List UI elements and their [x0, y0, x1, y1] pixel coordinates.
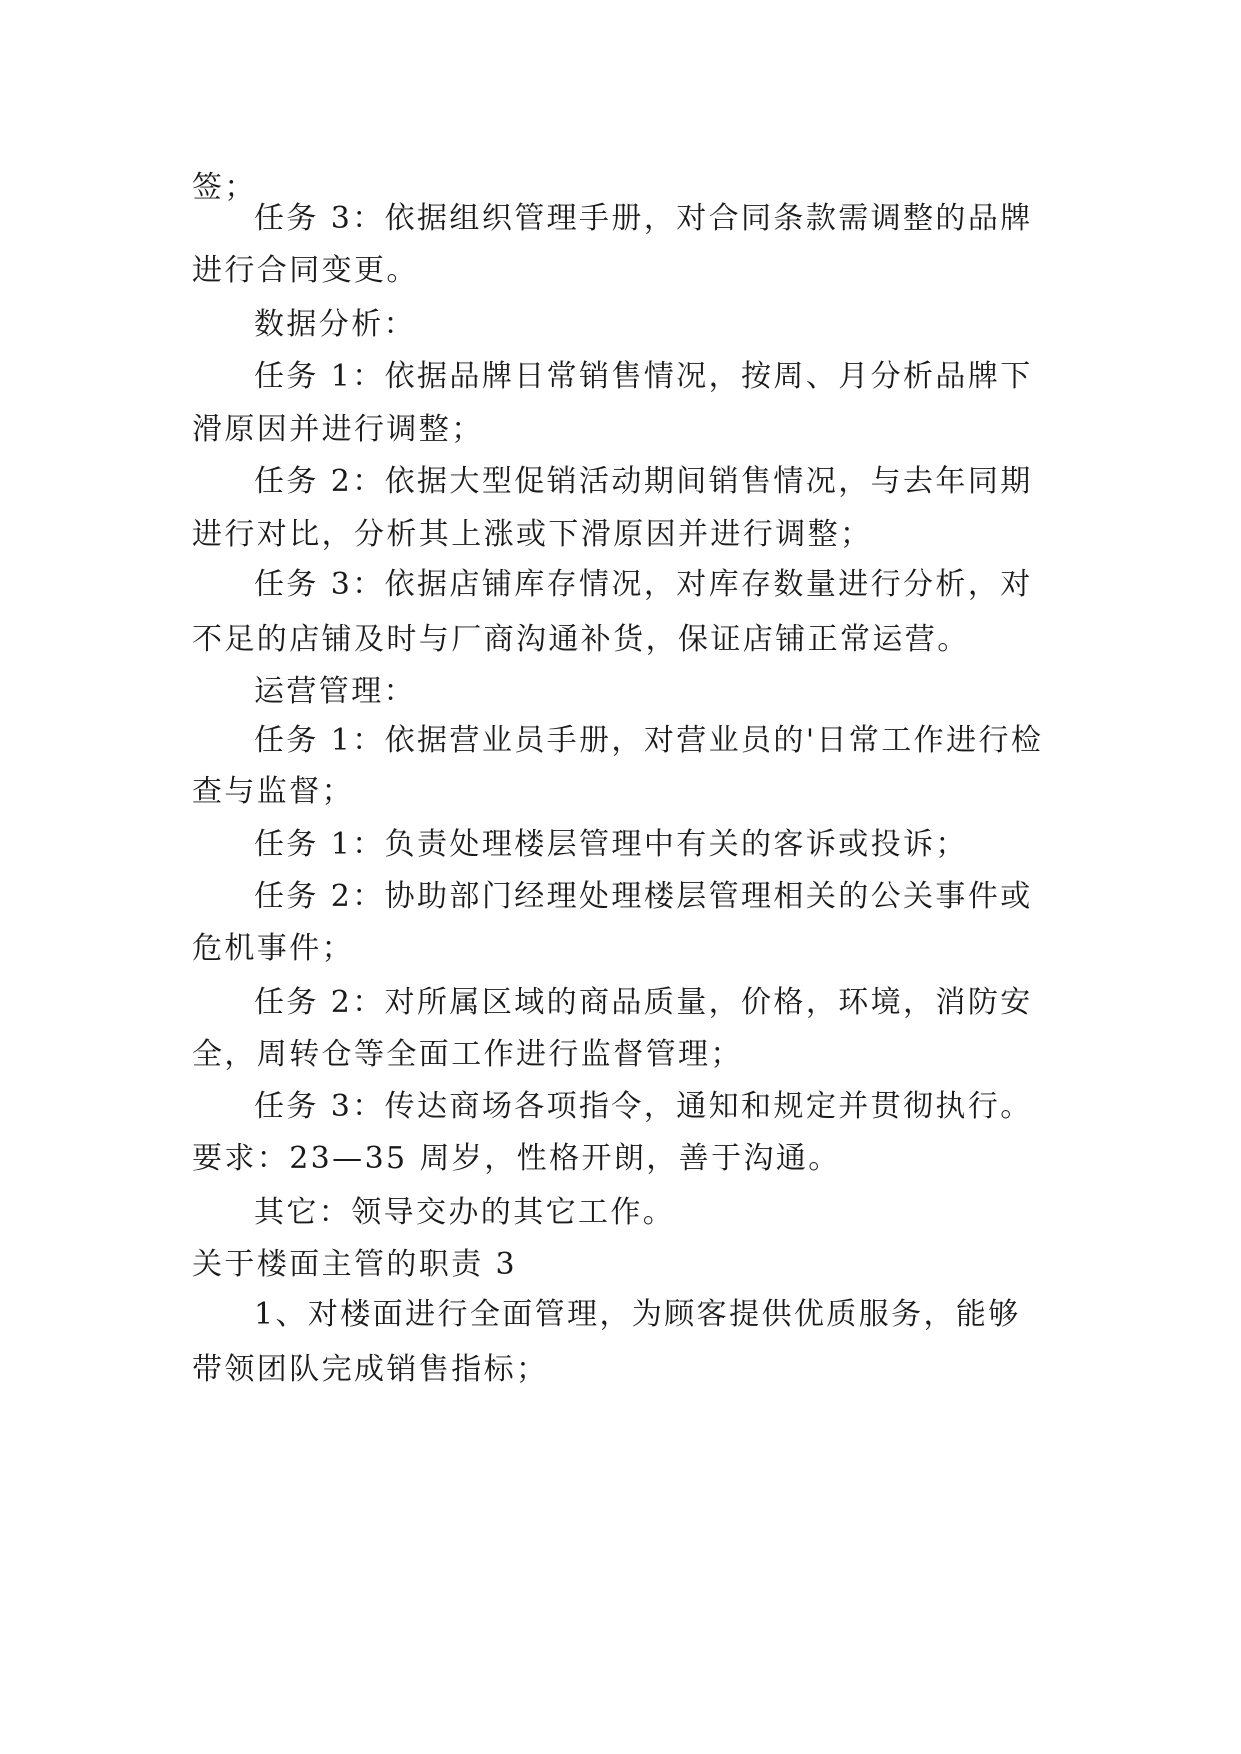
- text-line: 查与监督；: [192, 774, 354, 809]
- section-heading: 数据分析：: [254, 307, 416, 342]
- paragraph-line: 任务 1：依据营业员手册，对营业员的'日常工作进行检: [254, 723, 1044, 758]
- paragraph-line: 任务 2：协助部门经理处理楼层管理相关的公关事件或: [254, 879, 1033, 914]
- text-line: 要求：23—35 周岁，性格开朗，善于沟通。: [192, 1141, 841, 1176]
- paragraph-line: 任务 1：依据品牌日常销售情况，按周、月分析品牌下: [254, 359, 1033, 394]
- text-line: 签；: [192, 170, 257, 205]
- text-line: 不足的店铺及时与厂商沟通补货，保证店铺正常运营。: [192, 622, 970, 657]
- paragraph-line: 任务 3：依据店铺库存情况，对库存数量进行分析，对: [254, 567, 1033, 602]
- text-line: 滑原因并进行调整；: [192, 412, 484, 447]
- text-line: 带领团队完成销售指标；: [192, 1352, 549, 1387]
- document-page: [192, 0, 1052, 1754]
- paragraph-line: 任务 2：依据大型促销活动期间销售情况，与去年同期: [254, 464, 1033, 499]
- text-line: 危机事件；: [192, 931, 354, 966]
- paragraph-line: 1、对楼面进行全面管理，为顾客提供优质服务，能够: [254, 1297, 1021, 1332]
- text-line: 全，周转仓等全面工作进行监督管理；: [192, 1037, 743, 1072]
- paragraph-line: 任务 1：负责处理楼层管理中有关的客诉或投诉；: [254, 827, 968, 862]
- section-heading: 运营管理：: [254, 674, 416, 709]
- paragraph-line: 其它：领导交办的其它工作。: [254, 1195, 676, 1230]
- paragraph-line: 任务 3：传达商场各项指令，通知和规定并贯彻执行。: [254, 1089, 1033, 1124]
- section-title: 关于楼面主管的职责 3: [192, 1247, 518, 1282]
- text-line: 进行对比，分析其上涨或下滑原因并进行调整；: [192, 517, 873, 552]
- paragraph-line: 任务 2：对所属区域的商品质量，价格，环境，消防安: [254, 985, 1033, 1020]
- text-line: 进行合同变更。: [192, 253, 419, 288]
- paragraph-line: 任务 3：依据组织管理手册，对合同条款需调整的品牌: [254, 201, 1033, 236]
